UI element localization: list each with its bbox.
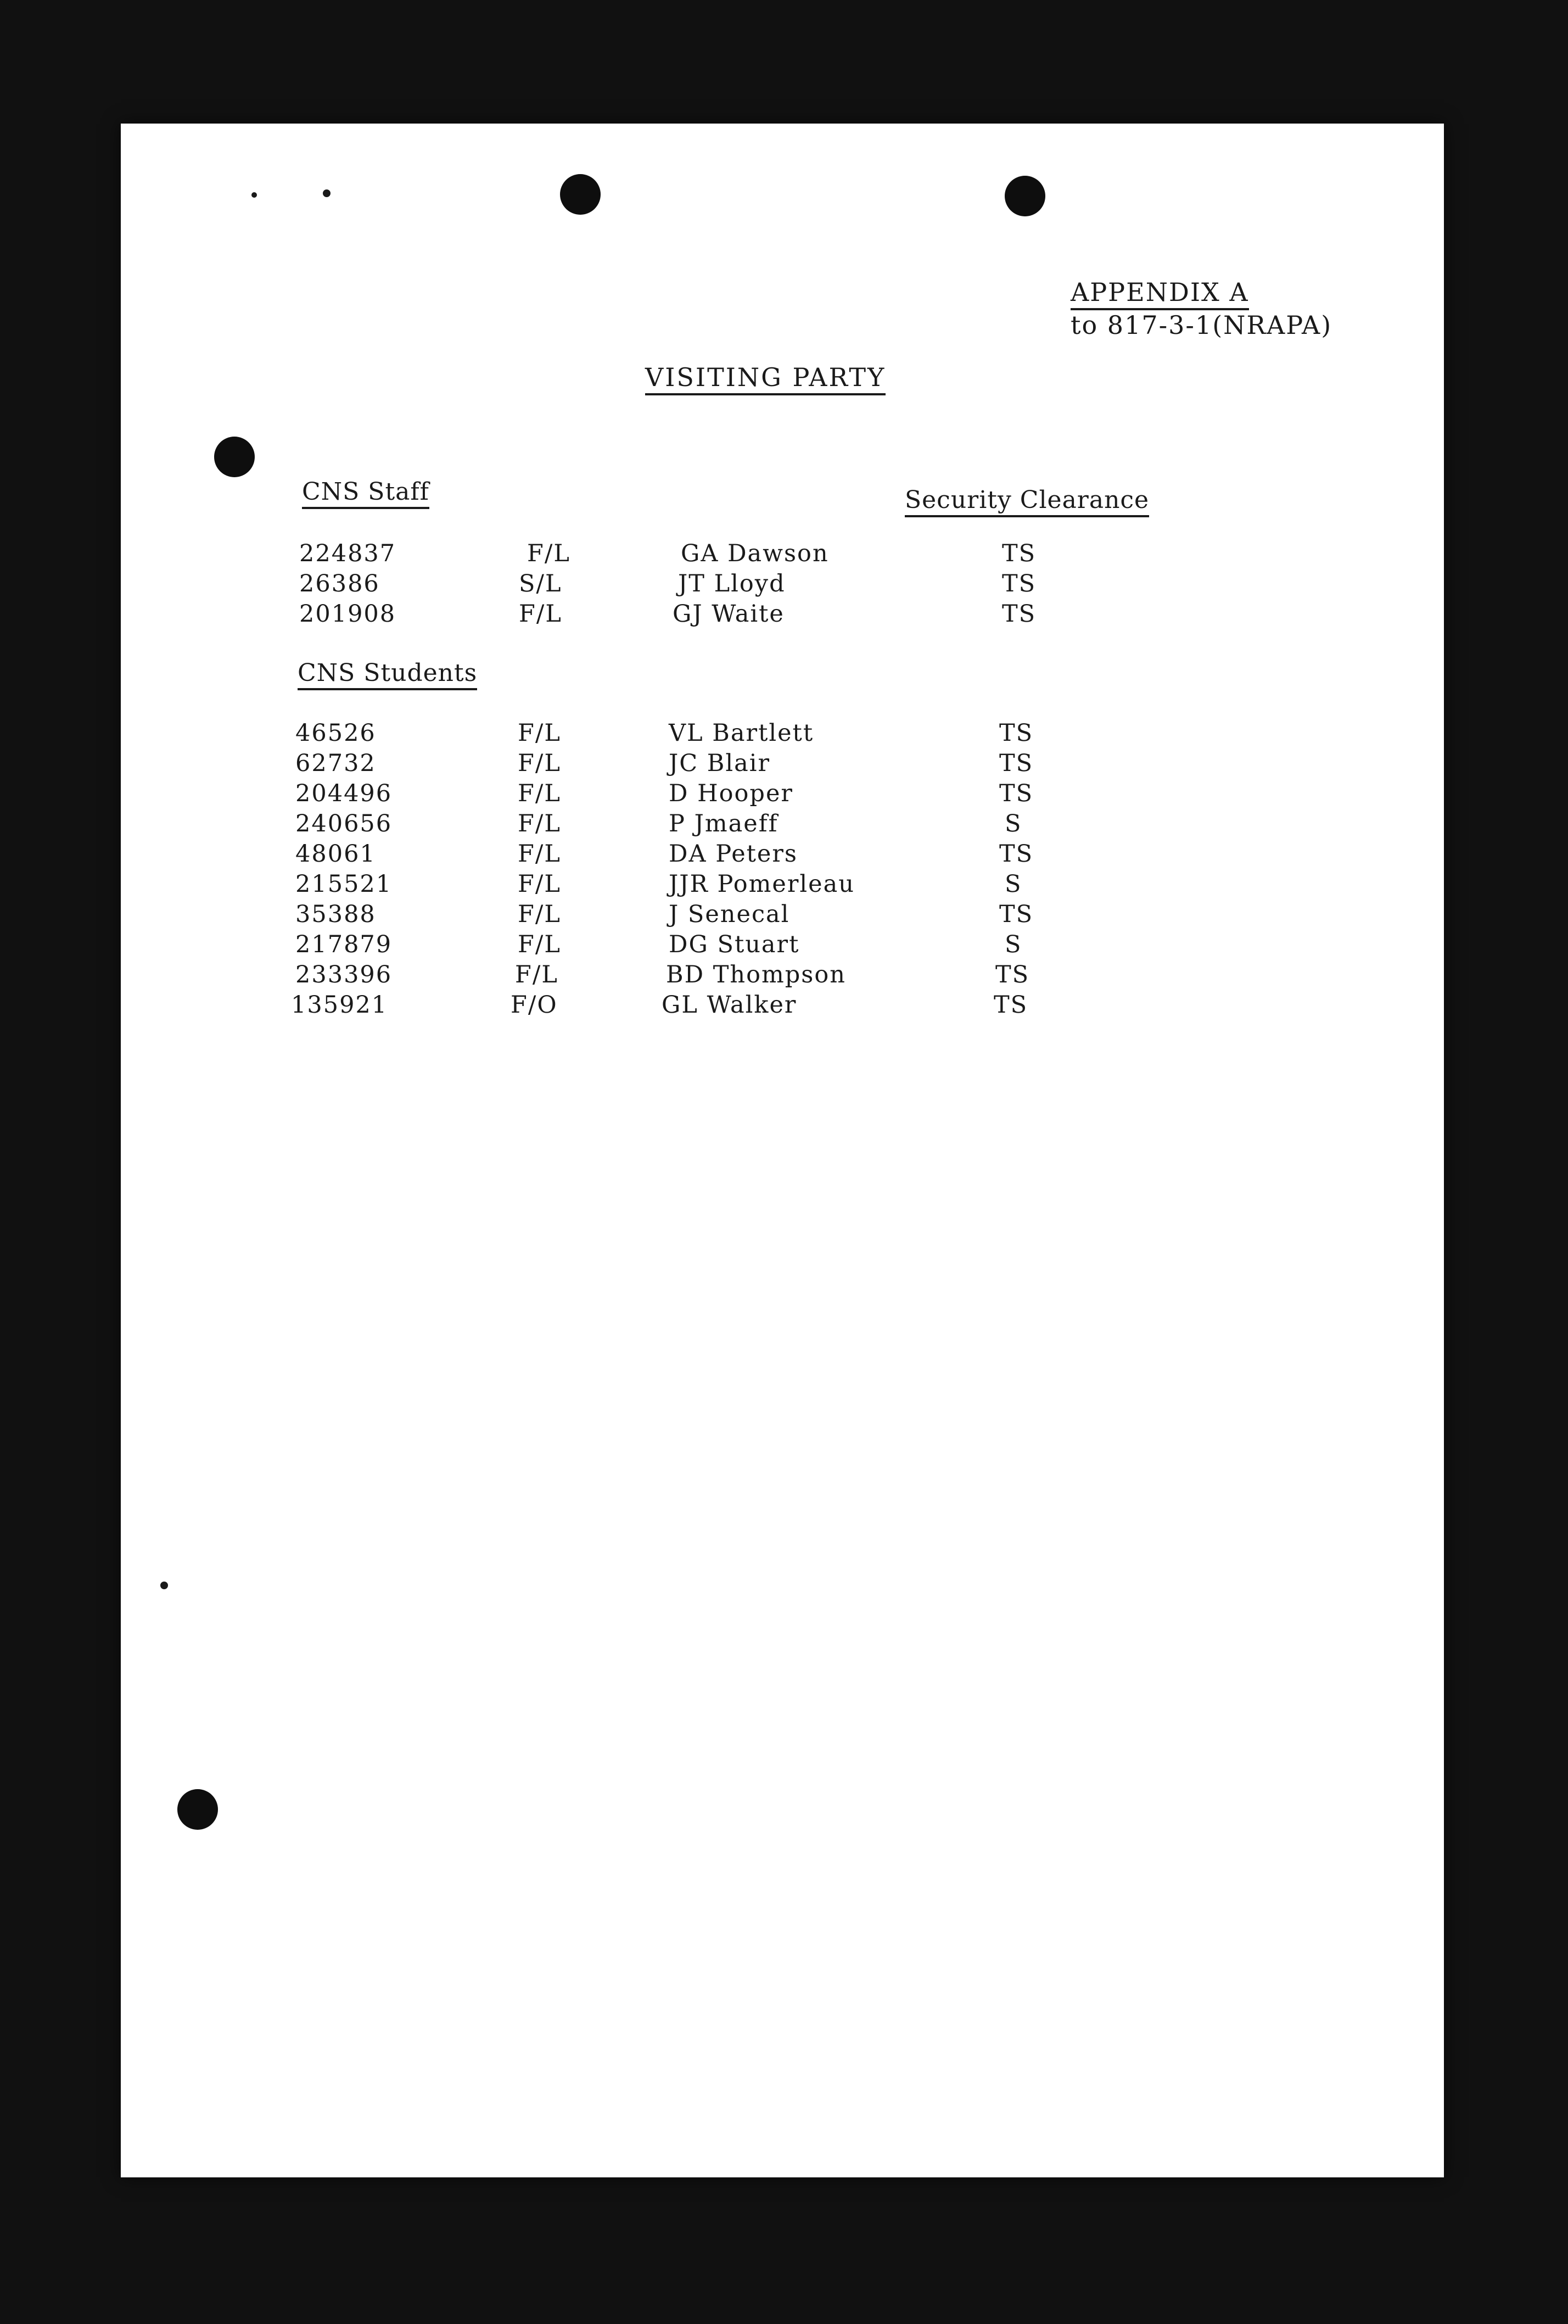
clearance-heading: Security Clearance	[905, 486, 1149, 517]
person-name: D Hooper	[669, 780, 793, 807]
rank: F/L	[518, 780, 561, 807]
clearance: TS	[1002, 570, 1037, 597]
service-number: 26386	[299, 570, 380, 597]
punch-hole	[560, 174, 601, 215]
service-number: 62732	[295, 750, 376, 777]
clearance: TS	[1002, 540, 1037, 567]
person-name: JT Lloyd	[678, 570, 786, 597]
staff-heading: CNS Staff	[302, 478, 429, 509]
students-heading: CNS Students	[298, 659, 477, 690]
appendix-title: APPENDIX A	[1071, 277, 1249, 310]
service-number: 46526	[295, 719, 376, 747]
rank: F/L	[518, 719, 561, 747]
clearance: S	[1005, 931, 1022, 958]
rank: F/L	[518, 810, 561, 837]
person-name: JJR Pomerleau	[669, 870, 855, 898]
person-name: GJ Waite	[673, 600, 785, 628]
person-name: BD Thompson	[666, 961, 846, 988]
rank: S/L	[519, 570, 562, 597]
appendix-reference	[1071, 277, 1332, 340]
clearance: TS	[999, 901, 1034, 928]
person-name: P Jmaeff	[669, 810, 779, 837]
clearance: TS	[1002, 600, 1037, 628]
clearance: TS	[999, 750, 1034, 777]
person-name: JC Blair	[669, 750, 771, 777]
service-number: 204496	[295, 780, 393, 807]
rank: F/L	[515, 961, 558, 988]
service-number: 240656	[295, 810, 393, 837]
clearance: TS	[999, 780, 1034, 807]
person-name: GL Walker	[662, 991, 797, 1019]
service-number: 135921	[291, 991, 388, 1019]
person-name: GA Dawson	[681, 540, 829, 567]
person-name: J Senecal	[669, 901, 790, 928]
rank: F/O	[511, 991, 558, 1019]
service-number: 217879	[295, 931, 393, 958]
person-name: VL Bartlett	[669, 719, 814, 747]
rank: F/L	[519, 600, 562, 628]
person-name: DA Peters	[669, 840, 798, 868]
clearance: TS	[999, 840, 1034, 868]
rank: F/L	[518, 870, 561, 898]
speck	[323, 189, 331, 197]
page-title: VISITING PARTY	[645, 362, 886, 395]
document-page	[121, 124, 1444, 2177]
clearance: S	[1005, 870, 1022, 898]
service-number: 35388	[295, 901, 376, 928]
punch-hole	[214, 437, 255, 477]
service-number: 48061	[295, 840, 376, 868]
clearance: TS	[994, 991, 1028, 1019]
punch-hole	[177, 1789, 218, 1830]
service-number: 201908	[299, 600, 396, 628]
rank: F/L	[518, 840, 561, 868]
rank: F/L	[518, 931, 561, 958]
clearance: S	[1005, 810, 1022, 837]
speck	[251, 192, 257, 198]
rank: F/L	[518, 750, 561, 777]
clearance: TS	[999, 719, 1034, 747]
rank: F/L	[527, 540, 570, 567]
service-number: 215521	[295, 870, 393, 898]
speck	[160, 1582, 168, 1589]
clearance: TS	[995, 961, 1030, 988]
punch-hole	[1005, 176, 1045, 216]
person-name: DG Stuart	[669, 931, 800, 958]
appendix-subtitle: to 817-3-1(NRAPA)	[1071, 310, 1332, 340]
service-number: 224837	[299, 540, 396, 567]
service-number: 233396	[295, 961, 393, 988]
rank: F/L	[518, 901, 561, 928]
